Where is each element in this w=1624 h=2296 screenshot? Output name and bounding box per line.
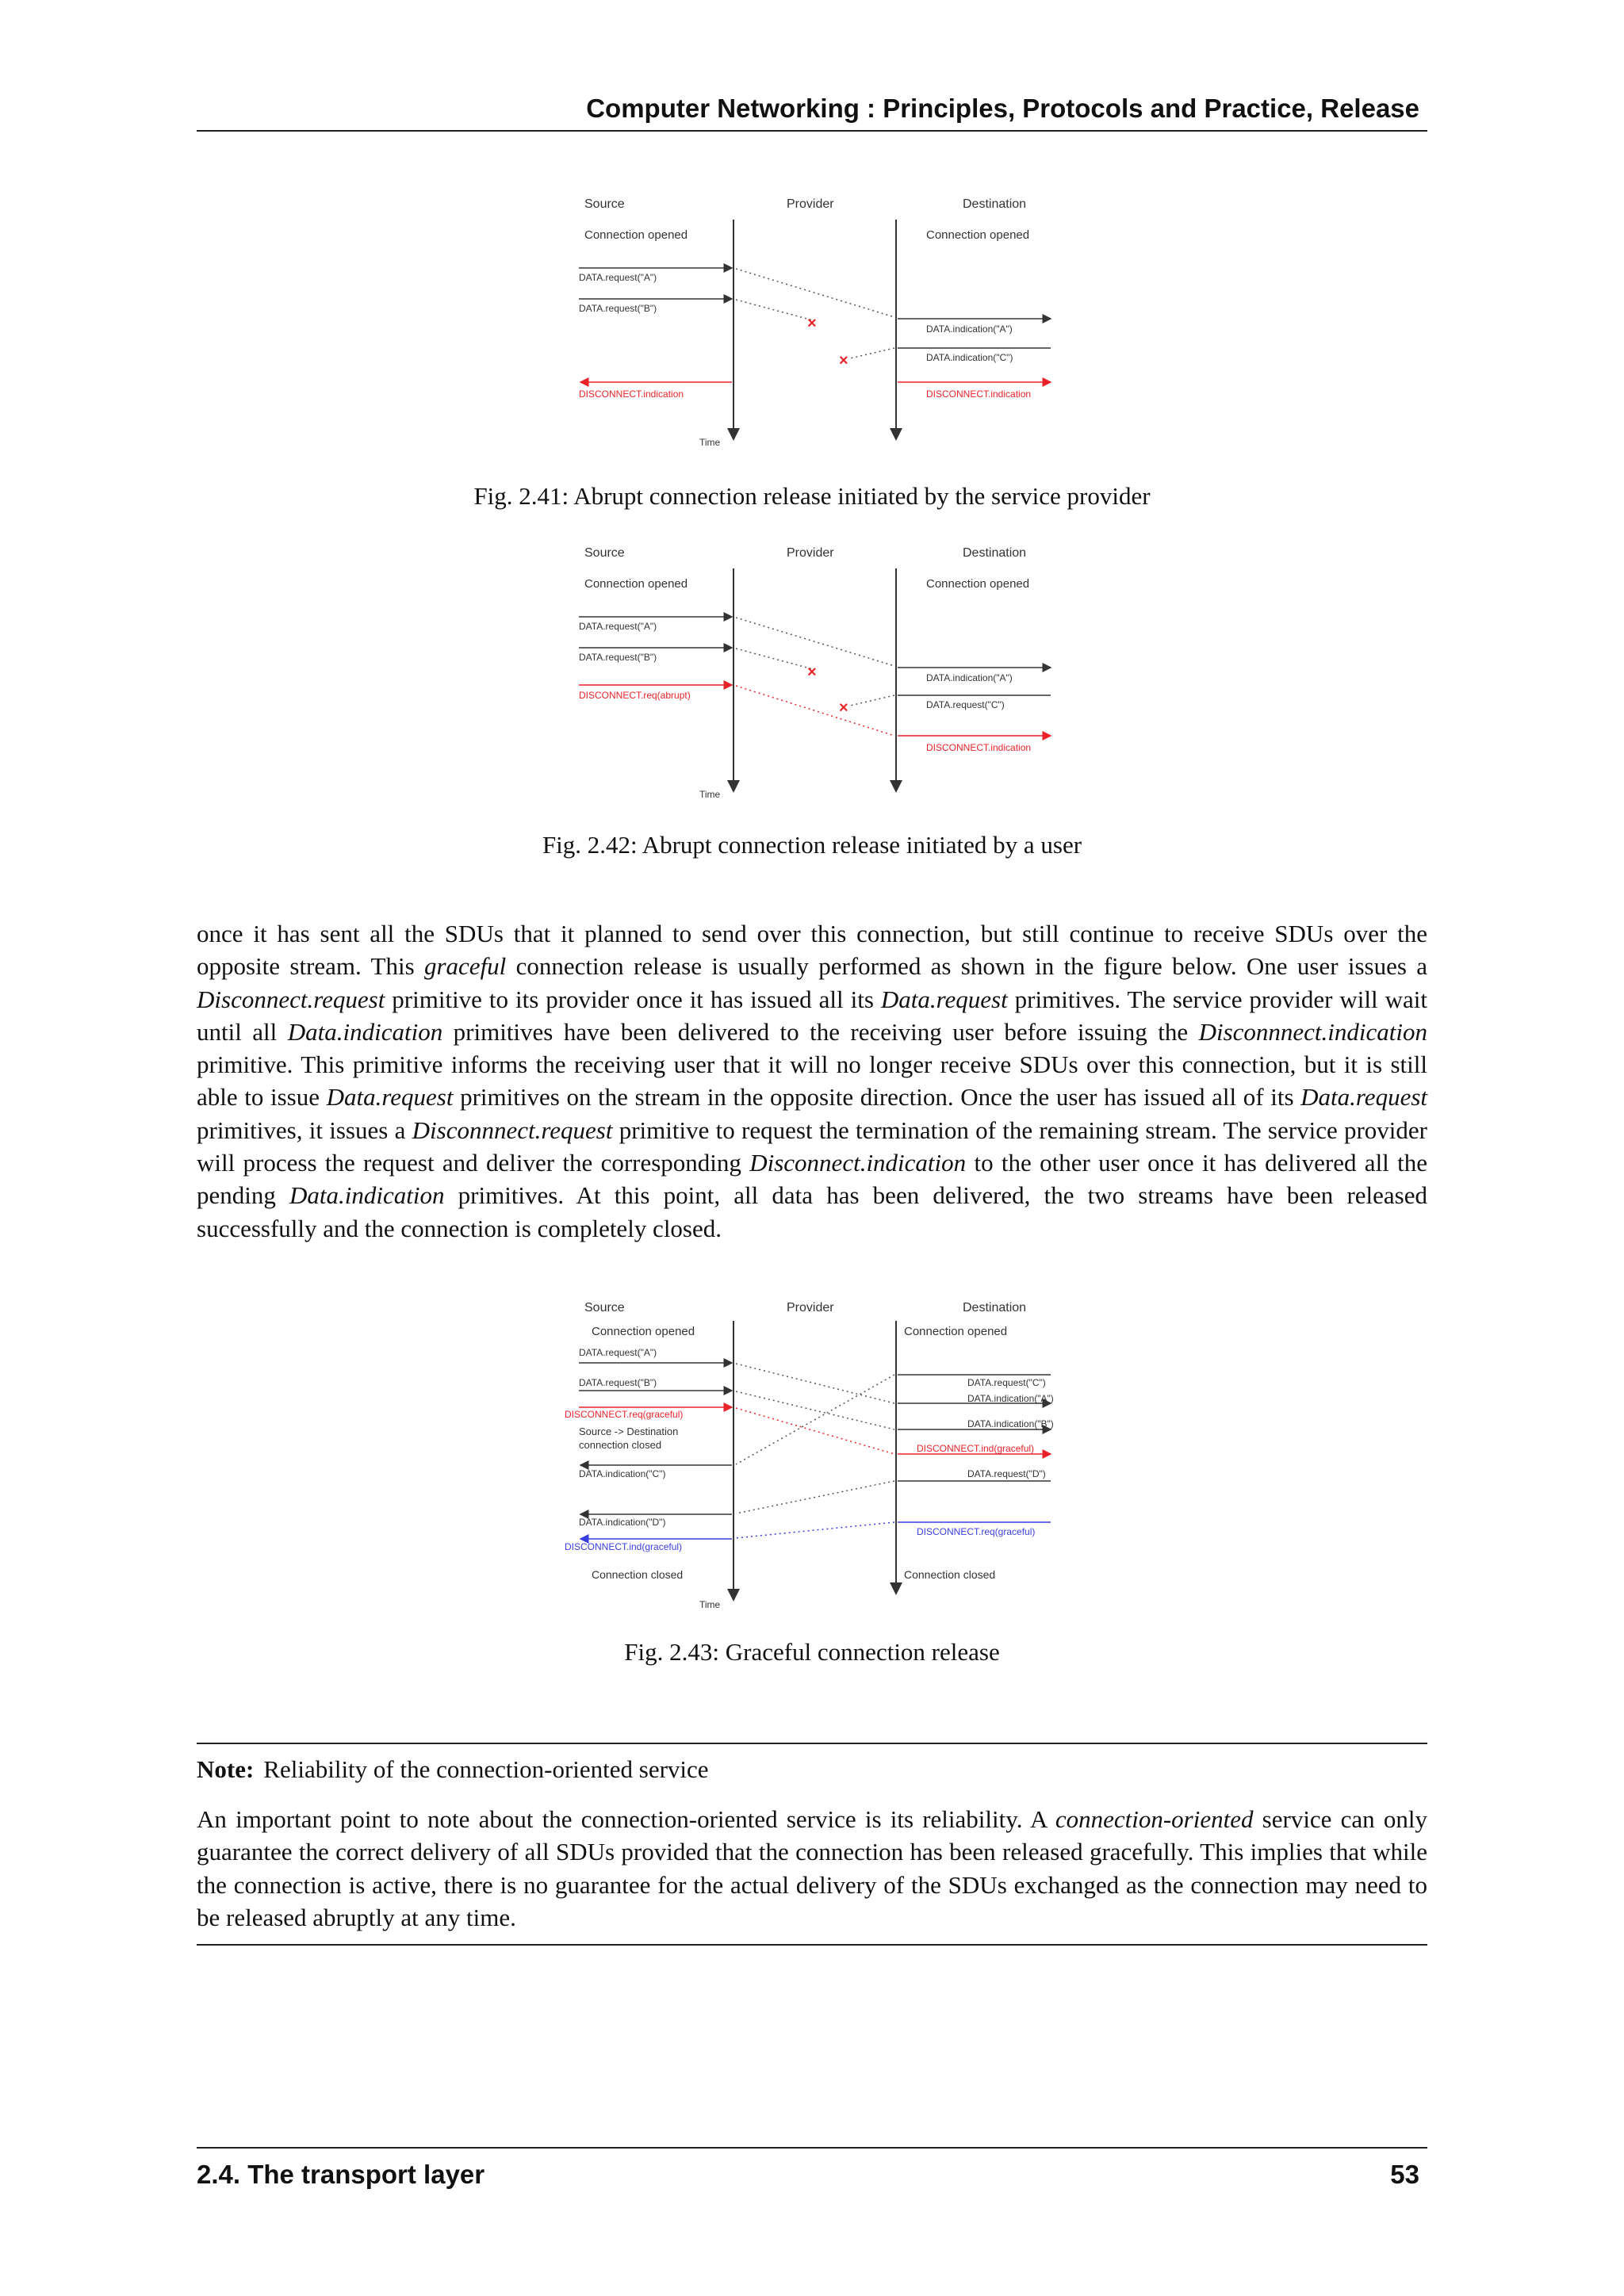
- link-b-lost: [736, 300, 813, 320]
- link-c-lost: [850, 348, 894, 358]
- label-destination: Destination: [963, 1301, 1027, 1314]
- link-a: [736, 618, 894, 666]
- label-source: Source: [584, 546, 625, 560]
- text-run: primitive to request the termination of the remaining stream. The service provider will process the request and deliver the corresponding: [197, 1115, 1428, 1177]
- text-run: primitives. The service provider will wait until all: [197, 985, 1427, 1046]
- label-src-closed: Connection closed: [592, 1568, 684, 1581]
- label-src-opened: Connection opened: [592, 1325, 695, 1338]
- link-c-lost: [850, 695, 894, 706]
- link-d: [736, 1481, 894, 1513]
- label-ind-b: DATA.indication("B"): [967, 1418, 1054, 1429]
- text-run: connection release is usually performed as shown in the figure below. One user issues a: [506, 952, 1428, 981]
- note-top-rule: [197, 1743, 1427, 1744]
- italic-term: Disconnect.request: [197, 985, 385, 1013]
- label-req-b: DATA.request("B"): [579, 1377, 657, 1388]
- label-destination: Destination: [963, 197, 1027, 211]
- label-closed-2: connection closed: [579, 1439, 662, 1451]
- label-time: Time: [699, 1599, 721, 1610]
- label-source: Source: [584, 197, 625, 211]
- note-heading: Reliability of the connection-oriented service: [263, 1755, 709, 1783]
- label-ind-c: DATA.indication("C"): [579, 1468, 666, 1479]
- label-time: Time: [699, 789, 721, 800]
- label-time: Time: [699, 437, 721, 448]
- label-ind-c: DATA.indication("C"): [926, 352, 1013, 363]
- text-run: to the other user once it has delivered all the pending: [197, 1149, 1427, 1210]
- label-ind-a: DATA.indication("A"): [926, 323, 1013, 335]
- link-c: [736, 1375, 894, 1464]
- label-disc-dst: DISCONNECT.indication: [926, 388, 1032, 400]
- label-disc-ind-dst: DISCONNECT.ind(graceful): [917, 1443, 1035, 1454]
- label-provider: Provider: [787, 1301, 834, 1314]
- label-req-c: DATA.request("C"): [926, 699, 1005, 710]
- label-source: Source: [584, 1301, 625, 1314]
- label-ind-a: DATA.indication("A"): [967, 1393, 1054, 1404]
- text-run: An important point to note about the connection-oriented service is its reliability. A: [197, 1805, 1055, 1833]
- label-disc-ind-src: DISCONNECT.ind(graceful): [565, 1541, 683, 1552]
- text-run: primitives. At this point, all data has been delivered, the two streams have been released successfully and the connection is completely closed.: [197, 1181, 1427, 1242]
- loss-mark-b: ×: [807, 664, 817, 681]
- loss-mark-c: ×: [839, 699, 848, 717]
- caption-2-41: Fig. 2.41: Abrupt connection release initiated by the service provider: [473, 482, 1151, 510]
- label-disc-req-dst: DISCONNECT.req(graceful): [917, 1526, 1036, 1537]
- label-disc-req: DISCONNECT.req(abrupt): [579, 690, 691, 701]
- label-src-opened: Connection opened: [584, 228, 688, 242]
- italic-term: Data.indication: [289, 1181, 445, 1210]
- label-req-c: DATA.request("C"): [967, 1377, 1046, 1388]
- link-disc: [736, 1408, 894, 1454]
- italic-term: Disconnnect.indication: [1198, 1017, 1427, 1046]
- label-req-b: DATA.request("B"): [579, 652, 657, 663]
- label-req-a: DATA.request("A"): [579, 621, 657, 632]
- label-req-b: DATA.request("B"): [579, 303, 657, 314]
- caption-2-42: Fig. 2.42: Abrupt connection release initiated by a user: [542, 831, 1082, 859]
- label-disc-src: DISCONNECT.indication: [579, 388, 684, 400]
- label-ind-d: DATA.indication("D"): [579, 1517, 666, 1528]
- italic-term: connection-oriented: [1055, 1805, 1254, 1833]
- label-req-a: DATA.request("A"): [579, 1347, 657, 1358]
- page-header: [197, 89, 1427, 132]
- italic-term: Data.request: [1300, 1083, 1427, 1112]
- label-disc-req: DISCONNECT.req(graceful): [565, 1409, 684, 1420]
- label-src-opened: Connection opened: [584, 577, 688, 591]
- note-title: [197, 1755, 709, 1784]
- italic-term: Disconnect.indication: [749, 1149, 967, 1177]
- label-dst-opened: Connection opened: [926, 577, 1030, 591]
- link-a: [736, 269, 894, 317]
- text-run: primitive to its provider once it has issued all its: [385, 985, 881, 1013]
- loss-mark-c: ×: [839, 352, 848, 369]
- italic-term: graceful: [423, 952, 507, 981]
- caption-2-43: Fig. 2.43: Graceful connection release: [624, 1638, 1000, 1666]
- text-run: primitives, it issues a: [197, 1115, 412, 1144]
- label-closed-1: Source -> Destination: [579, 1425, 679, 1437]
- page-number: 53: [1390, 2160, 1419, 2189]
- label-disc-ind: DISCONNECT.indication: [926, 742, 1032, 753]
- figure-2-42: [555, 533, 1063, 802]
- page-footer: [197, 2160, 1427, 2190]
- note-label: Note:: [197, 1755, 255, 1783]
- label-provider: Provider: [787, 546, 834, 560]
- note-bottom-rule: [197, 1944, 1427, 1946]
- figure-2-41: [555, 184, 1063, 453]
- label-dst-opened: Connection opened: [904, 1325, 1008, 1338]
- link-disc: [736, 686, 894, 736]
- footer-section: 2.4. The transport layer: [197, 2160, 485, 2189]
- italic-term: Data.request: [880, 985, 1008, 1013]
- header-title: Computer Networking : Principles, Protocols and Practice, Release: [586, 94, 1419, 123]
- label-dst-closed: Connection closed: [904, 1568, 996, 1581]
- italic-term: Data.indication: [287, 1017, 443, 1046]
- body-paragraph: [197, 917, 1427, 1245]
- label-destination: Destination: [963, 546, 1027, 560]
- figure-2-43: [555, 1291, 1063, 1612]
- italic-term: Data.request: [326, 1083, 454, 1112]
- text-run: once it has sent all the SDUs that it planned to send over this connection, but still continue to receive SDUs over the opposite stream. This: [197, 920, 1427, 981]
- label-req-a: DATA.request("A"): [579, 272, 657, 283]
- text-run: primitive. This primitive informs the receiving user that it will no longer receive SDUs over this connection, but it is still able to issue: [197, 1050, 1427, 1112]
- link-disc-dst: [736, 1522, 894, 1538]
- text-run: primitives on the stream in the opposite direction. Once the user has issued all of its: [453, 1083, 1301, 1112]
- note-paragraph: [197, 1803, 1427, 1934]
- label-dst-opened: Connection opened: [926, 228, 1030, 242]
- label-provider: Provider: [787, 197, 834, 211]
- label-req-d: DATA.request("D"): [967, 1468, 1046, 1479]
- link-b-lost: [736, 649, 813, 669]
- text-run: service can only guarantee the correct delivery of all SDUs provided that the connection has been released gracefully. This implies that while the connection is active, there is no guarantee for the actual delivery of the SDUs exchanged as the connection may need to be released abruptly at any time.: [197, 1805, 1427, 1931]
- italic-term: Disconnnect.request: [412, 1115, 613, 1144]
- footer-rule: [197, 2147, 1427, 2149]
- loss-mark-b: ×: [807, 315, 817, 332]
- text-run: primitives have been delivered to the receiving user before issuing the: [442, 1017, 1199, 1046]
- label-ind-a: DATA.indication("A"): [926, 672, 1013, 683]
